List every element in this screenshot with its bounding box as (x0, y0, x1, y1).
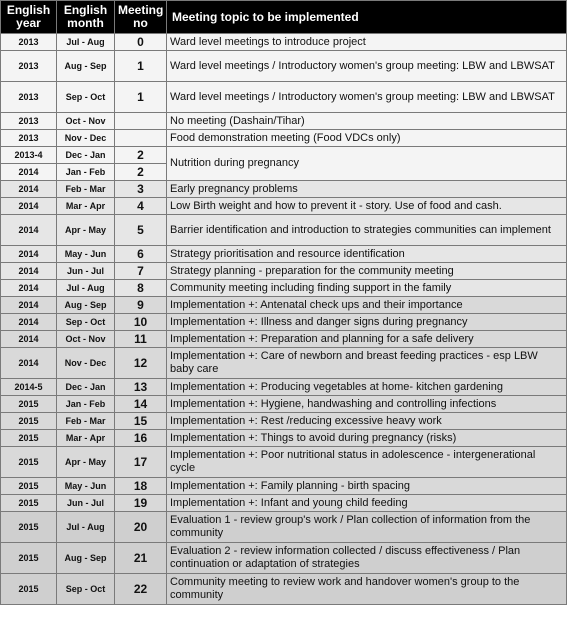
table-row (1, 82, 567, 113)
cell-meeting-no: 3 (115, 181, 167, 198)
cell-meeting-no: 18 (115, 478, 167, 495)
cell-meeting-no: 9 (115, 297, 167, 314)
cell-month: Sep - Oct (57, 574, 115, 605)
cell-year: 2015 (1, 574, 57, 605)
cell-year: 2014 (1, 181, 57, 198)
cell-year: 2014 (1, 215, 57, 246)
cell-meeting-no: 20 (115, 512, 167, 543)
cell-topic: Implementation +: Producing vegetables at home- kitchen gardening (167, 379, 567, 396)
cell-year: 2013-4 (1, 147, 57, 164)
cell-meeting-no: 10 (115, 314, 167, 331)
cell-month: Aug - Sep (57, 51, 115, 82)
cell-meeting-no: 14 (115, 396, 167, 413)
table-row (1, 130, 567, 147)
cell-meeting-no: 7 (115, 263, 167, 280)
header-topic: Meeting topic to be implemented (167, 1, 567, 34)
table-row (1, 113, 567, 130)
cell-month: Jul - Aug (57, 34, 115, 51)
table-row (1, 181, 567, 198)
cell-topic: Implementation +: Poor nutritional status in adolescence - intergenerational cycle (167, 447, 567, 478)
cell-meeting-no: 15 (115, 413, 167, 430)
cell-topic: Strategy planning - preparation for the community meeting (167, 263, 567, 280)
cell-month: Jun - Jul (57, 495, 115, 512)
cell-year: 2015 (1, 396, 57, 413)
table-row (1, 215, 567, 246)
cell-meeting-no: 1 (115, 82, 167, 113)
cell-year: 2015 (1, 512, 57, 543)
cell-month: Dec - Jan (57, 147, 115, 164)
cell-month: Jun - Jul (57, 263, 115, 280)
table-row (1, 34, 567, 51)
cell-meeting-no: 1 (115, 51, 167, 82)
cell-year: 2013 (1, 51, 57, 82)
table-row (1, 379, 567, 396)
cell-topic: Ward level meetings to introduce project (167, 34, 567, 51)
cell-month: Nov - Dec (57, 348, 115, 379)
table-row (1, 430, 567, 447)
cell-meeting-no: 6 (115, 246, 167, 263)
cell-year: 2013 (1, 34, 57, 51)
cell-topic: Implementation +: Things to avoid during pregnancy (risks) (167, 430, 567, 447)
cell-month: Jul - Aug (57, 280, 115, 297)
cell-year: 2014 (1, 246, 57, 263)
table-row (1, 495, 567, 512)
cell-topic: Community meeting to review work and handover women's group to the community (167, 574, 567, 605)
table-row (1, 297, 567, 314)
cell-month: Sep - Oct (57, 314, 115, 331)
cell-meeting-no: 22 (115, 574, 167, 605)
cell-year: 2015 (1, 430, 57, 447)
cell-meeting-no: 5 (115, 215, 167, 246)
cell-topic: Implementation +: Preparation and planning for a safe delivery (167, 331, 567, 348)
cell-month: Mar - Apr (57, 430, 115, 447)
cell-month: Sep - Oct (57, 82, 115, 113)
cell-year: 2014 (1, 314, 57, 331)
table-row (1, 198, 567, 215)
cell-meeting-no (115, 130, 167, 147)
header-year: English year (1, 1, 57, 34)
cell-year: 2014 (1, 198, 57, 215)
cell-month: Aug - Sep (57, 543, 115, 574)
cell-topic: Community meeting including finding support in the family (167, 280, 567, 297)
cell-year: 2015 (1, 495, 57, 512)
table-row (1, 348, 567, 379)
table-row (1, 512, 567, 543)
cell-topic: Early pregnancy problems (167, 181, 567, 198)
cell-topic: Implementation +: Antenatal check ups and their importance (167, 297, 567, 314)
cell-year: 2013 (1, 130, 57, 147)
cell-month: Oct - Nov (57, 331, 115, 348)
cell-month: Jan - Feb (57, 396, 115, 413)
header-row (1, 1, 567, 34)
cell-month: May - Jun (57, 478, 115, 495)
cell-year: 2014-5 (1, 379, 57, 396)
cell-topic: Barrier identification and introduction to strategies communities can implement (167, 215, 567, 246)
cell-topic: Food demonstration meeting (Food VDCs only) (167, 130, 567, 147)
cell-meeting-no: 21 (115, 543, 167, 574)
cell-month: Apr - May (57, 447, 115, 478)
cell-year: 2014 (1, 348, 57, 379)
table-row (1, 314, 567, 331)
cell-month: Aug - Sep (57, 297, 115, 314)
cell-topic: Implementation +: Illness and danger signs during pregnancy (167, 314, 567, 331)
cell-meeting-no: 2 (115, 164, 167, 181)
cell-month: Apr - May (57, 215, 115, 246)
cell-year: 2015 (1, 543, 57, 574)
cell-topic: Ward level meetings / Introductory women's group meeting: LBW and LBWSAT (167, 82, 567, 113)
cell-topic: Implementation +: Care of newborn and breast feeding practices - esp LBW baby care (167, 348, 567, 379)
cell-topic: Ward level meetings / Introductory women's group meeting: LBW and LBWSAT (167, 51, 567, 82)
cell-month: Nov - Dec (57, 130, 115, 147)
cell-year: 2014 (1, 263, 57, 280)
table-row (1, 447, 567, 478)
table-row (1, 413, 567, 430)
cell-meeting-no (115, 113, 167, 130)
cell-year: 2014 (1, 297, 57, 314)
cell-topic: Evaluation 1 - review group's work / Plan collection of information from the community (167, 512, 567, 543)
table-row (1, 574, 567, 605)
header-meeting-no: Meeting no (115, 1, 167, 34)
cell-meeting-no: 17 (115, 447, 167, 478)
cell-meeting-no: 4 (115, 198, 167, 215)
cell-topic: Nutrition during pregnancy (167, 147, 567, 181)
table-row (1, 147, 567, 164)
cell-topic: Implementation +: Family planning - birth spacing (167, 478, 567, 495)
cell-topic: No meeting (Dashain/Tihar) (167, 113, 567, 130)
table-row (1, 331, 567, 348)
cell-topic: Implementation +: Infant and young child feeding (167, 495, 567, 512)
cell-topic: Implementation +: Rest /reducing excessive heavy work (167, 413, 567, 430)
cell-meeting-no: 19 (115, 495, 167, 512)
table-row (1, 543, 567, 574)
cell-month: Feb - Mar (57, 413, 115, 430)
cell-topic: Evaluation 2 - review information collected / discuss effectiveness / Plan continuation or adaptation of strategies (167, 543, 567, 574)
cell-meeting-no: 2 (115, 147, 167, 164)
cell-meeting-no: 13 (115, 379, 167, 396)
cell-month: Mar - Apr (57, 198, 115, 215)
cell-year: 2014 (1, 280, 57, 297)
table-row (1, 246, 567, 263)
table-row (1, 51, 567, 82)
cell-year: 2013 (1, 113, 57, 130)
cell-year: 2014 (1, 331, 57, 348)
cell-topic: Implementation +: Hygiene, handwashing and controlling infections (167, 396, 567, 413)
table-row (1, 478, 567, 495)
cell-meeting-no: 12 (115, 348, 167, 379)
cell-month: May - Jun (57, 246, 115, 263)
cell-meeting-no: 0 (115, 34, 167, 51)
cell-year: 2014 (1, 164, 57, 181)
cell-year: 2015 (1, 447, 57, 478)
table-row (1, 280, 567, 297)
cell-month: Jul - Aug (57, 512, 115, 543)
cell-month: Dec - Jan (57, 379, 115, 396)
cell-year: 2013 (1, 82, 57, 113)
cell-month: Oct - Nov (57, 113, 115, 130)
cell-year: 2015 (1, 413, 57, 430)
cell-meeting-no: 11 (115, 331, 167, 348)
cell-year: 2015 (1, 478, 57, 495)
cell-topic: Low Birth weight and how to prevent it - story. Use of food and cash. (167, 198, 567, 215)
cell-month: Jan - Feb (57, 164, 115, 181)
table-row (1, 263, 567, 280)
cell-topic: Strategy prioritisation and resource identification (167, 246, 567, 263)
header-month: English month (57, 1, 115, 34)
cell-month: Feb - Mar (57, 181, 115, 198)
cell-meeting-no: 16 (115, 430, 167, 447)
cell-meeting-no: 8 (115, 280, 167, 297)
table-row (1, 396, 567, 413)
